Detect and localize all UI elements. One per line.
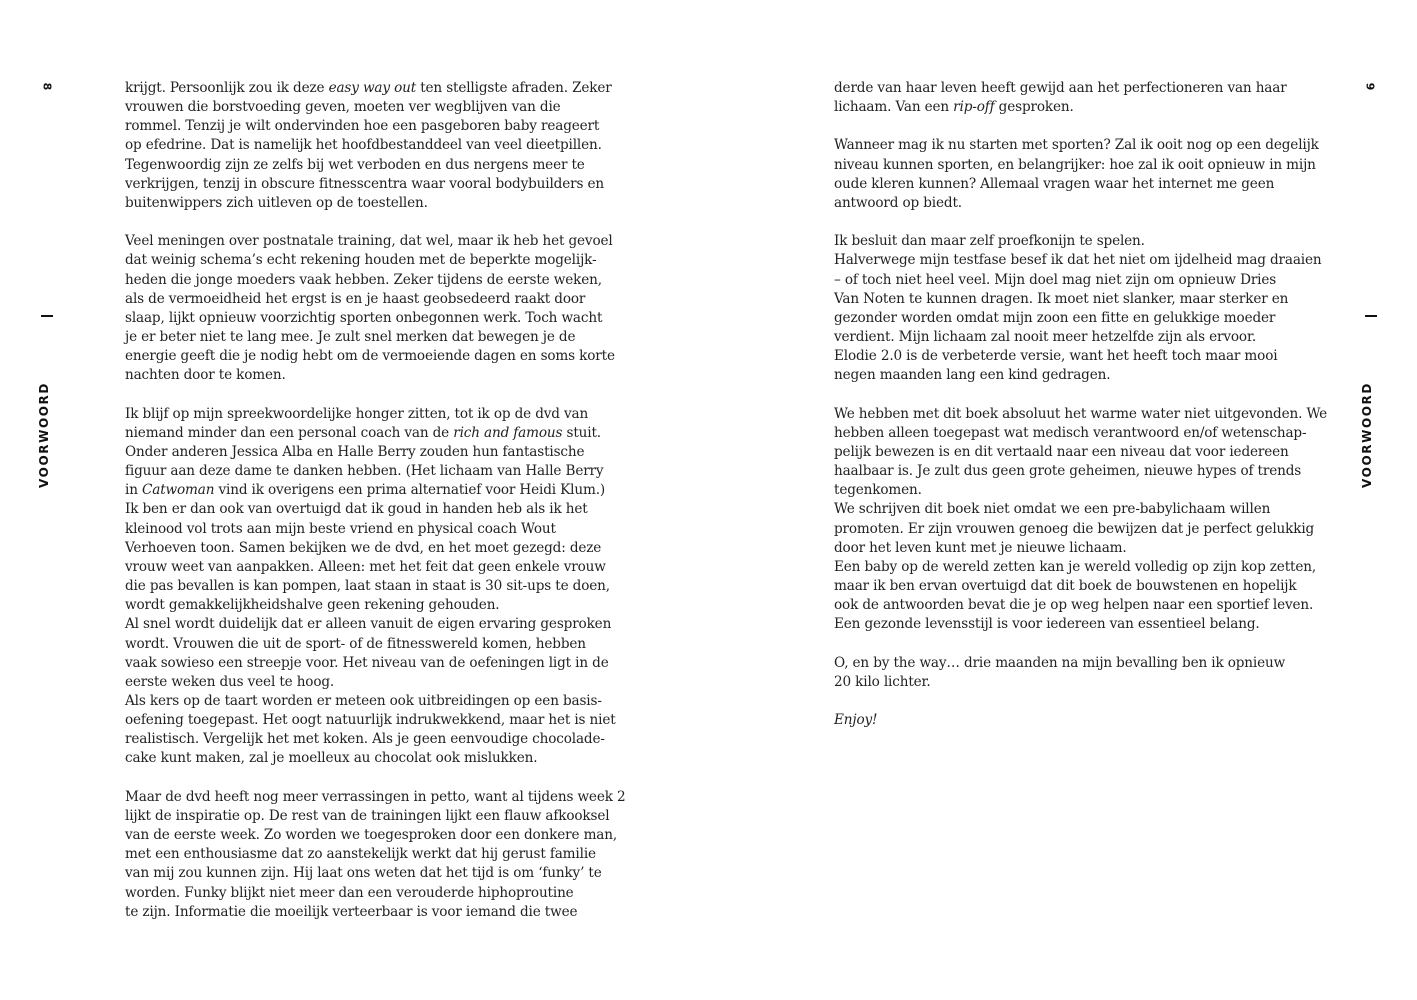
paragraph-gap [834,385,1304,404]
text-line: op efedrine. Dat is namelijk het hoofdbestanddeel van veel dieetpillen. [125,137,602,154]
paragraph-gap [834,634,1304,653]
text-line: pelijk bewezen is en dit vertaald naar een niveau dat voor iedereen [834,443,1289,460]
text-line: antwoord op biedt. [834,194,962,211]
paragraph-gap [834,692,1304,711]
text-line: O, en by the way… drie maanden na mijn bevalling ben ik opnieuw [834,654,1286,671]
text-line: verkrijgen, tenzij in obscure fitnesscentra waar vooral bodybuilders en [125,175,604,192]
text-line: rommel. Tenzij je wilt ondervinden hoe een pasgeboren baby reageert [125,118,600,135]
text-line: promoten. Er zijn vrouwen genoeg die bewijzen dat je perfect gelukkig [834,520,1315,537]
text-line: slaap, lijkt opnieuw voorzichtig sporten onbegonnen werk. Toch wacht [125,309,603,326]
text-line: die pas bevallen is kan pompen, laat staan in staat is 30 sit-ups te doen, [125,578,610,595]
text-line: je er beter niet te lang mee. Je zult snel merken dat bewegen je de [125,329,576,346]
text-line: van de eerste week. Zo worden we toegesproken door een donkere man, [125,827,618,844]
text-line: oude kleren kunnen? Allemaal vragen waar het internet me geen [834,175,1275,192]
text-line: haalbaar is. Je zult dus geen grote geheimen, nieuwe hypes of trends [834,463,1302,480]
text-line: Enjoy! [834,712,878,729]
text-line: derde van haar leven heeft gewijd aan het perfectioneren van haar [834,80,1287,96]
text-line: vrouw weet van aanpakken. Alleen: met het feit dat geen enkele vrouw [125,558,606,575]
text-line: Als kers op de taart worden er meteen ook uitbreidingen op een basis- [125,692,602,709]
text-line: buitenwippers zich uitleven op de toestellen. [125,194,428,211]
text-line: vaak sowieso een streepje voor. Het niveau van de oefeningen ligt in de [125,654,609,671]
text-line: negen maanden lang een kind gedragen. [834,367,1111,384]
text-line: wordt gemakkelijkheidshalve geen rekening gehouden. [125,597,500,614]
text-line: worden. Funky blijkt niet meer dan een verouderde hiphoproutine [125,884,574,901]
section-title-left: VOORWOORD [37,382,51,488]
paragraph-gap [125,213,595,232]
text-line: gezonder worden omdat mijn zoon een fitte en gelukkige moeder [834,309,1276,326]
text-line: wordt. Vrouwen die uit de sport- of de fitnesswereld komen, hebben [125,635,586,652]
text-line: Onder anderen Jessica Alba en Halle Berry zouden hun fantastische [125,443,585,460]
text-line: maar ik ben ervan overtuigd dat dit boek de bouwstenen en hopelijk [834,578,1297,595]
text-line: Wanneer mag ik nu starten met sporten? Zal ik ooit nog op een degelijk [834,137,1319,154]
text-line: Ik blijf op mijn spreekwoordelijke honger zitten, tot ik op de dvd van [125,405,589,422]
text-line: We schrijven dit boek niet omdat we een pre-babylichaam willen [834,501,1271,518]
text-line: realistisch. Vergelijk het met koken. Als je geen eenvoudige chocolade- [125,731,605,748]
page-number-right: 9 [1363,82,1377,91]
section-title-right: VOORWOORD [1360,382,1374,488]
text-line: krijgt. Persoonlijk zou ik deze easy way out ten stelligste afraden. Zeker [125,80,612,96]
paragraph-gap [834,117,1304,136]
text-line: Veel meningen over postnatale training, dat wel, maar ik heb het gevoel [125,233,613,250]
text-line: als de vermoeidheid het ergst is en je haast geobsedeerd raakt door [125,290,586,307]
text-line: Elodie 2.0 is de verbeterde versie, want het heeft toch maar mooi [834,348,1278,365]
text-line: energie geeft die je nodig hebt om de vermoeiende dagen en soms korte [125,348,615,365]
text-line: met een enthousiasme dat zo aanstekelijk werkt dat hij gerust familie [125,846,596,863]
text-line: door het leven kunt met je nieuwe lichaam. [834,539,1127,556]
text-line: nachten door te komen. [125,367,286,384]
text-line: Een gezonde levensstijl is voor iedereen van essentieel belang. [834,616,1260,633]
text-line: te zijn. Informatie die moeilijk verteerbaar is voor iemand die twee [125,903,578,920]
text-line: cake kunt maken, zal je moelleux au chocolat ook mislukken. [125,750,538,767]
margin-divider-left [41,315,53,317]
text-line: in Catwoman vind ik overigens een prima alternatief voor Heidi Klum.) [125,482,606,499]
text-line: Ik besluit dan maar zelf proefkonijn te spelen. [834,233,1145,250]
text-line: eerste weken dus veel te hoog. [125,673,335,690]
text-line: Tegenwoordig zijn ze zelfs bij wet verboden en dus nergens meer te [125,156,585,173]
paragraph-gap [125,769,595,788]
text-line: dat weinig schema’s echt rekening houden met de beperkte mogelijk- [125,252,597,269]
text-line: lijkt de inspiratie op. De rest van de trainingen lijkt een flauw afkooksel [125,807,610,824]
text-line: lichaam. Van een rip-off gesproken. [834,99,1074,116]
left-page-body [125,79,626,922]
text-line: oefening toegepast. Het oogt natuurlijk indrukwekkend, maar het is niet [125,712,616,729]
text-line: vrouwen die borstvoeding geven, moeten ver wegblijven van die [125,99,561,116]
text-line: Van Noten te kunnen dragen. Ik moet niet slanker, maar sterker en [834,290,1289,307]
text-line: Verhoeven toon. Samen bekijken we de dvd, en het moet gezegd: deze [125,539,602,556]
text-line: niveau kunnen sporten, en belangrijker: hoe zal ik ooit opnieuw in mijn [834,156,1316,173]
text-line: tegenkomen. [834,482,922,499]
text-line: Een baby op de wereld zetten kan je wereld volledig op zijn kop zetten, [834,558,1316,575]
text-line: ook de antwoorden bevat die je op weg helpen naar een sportief leven. [834,597,1314,614]
text-line: Maar de dvd heeft nog meer verrassingen in petto, want al tijdens week 2 [125,788,626,805]
margin-divider-right [1365,315,1377,317]
text-line: Al snel wordt duidelijk dat er alleen vanuit de eigen ervaring gesproken [125,616,612,633]
text-line: Halverwege mijn testfase besef ik dat het niet om ijdelheid mag draaien [834,252,1322,269]
text-line: 20 kilo lichter. [834,673,931,690]
text-line: – of toch niet heel veel. Mijn doel mag niet zijn om opnieuw Dries [834,271,1277,288]
text-line: verdient. Mijn lichaam zal nooit meer hetzelfde zijn als ervoor. [834,329,1256,345]
page-number-left: 8 [40,82,54,91]
text-line: figuur aan deze dame te danken hebben. (Het lichaam van Halle Berry [125,463,604,480]
text-line: kleinood vol trots aan mijn beste vriend en physical coach Wout [125,520,556,537]
right-page-body [834,79,1328,730]
paragraph-gap [834,213,1304,232]
paragraph-gap [125,385,595,404]
text-line: niemand minder dan een personal coach van de rich and famous stuit. [125,424,601,441]
text-line: We hebben met dit boek absoluut het warme water niet uitgevonden. We [834,405,1328,422]
text-line: heden die jonge moeders vaak hebben. Zeker tijdens de eerste weken, [125,271,602,288]
text-line: van mij zou kunnen zijn. Hij laat ons weten dat het tijd is om ‘funky’ te [125,865,602,882]
text-line: Ik ben er dan ook van overtuigd dat ik goud in handen heb als ik het [125,501,588,518]
text-line: hebben alleen toegepast wat medisch verantwoord en/of wetenschap- [834,424,1307,441]
